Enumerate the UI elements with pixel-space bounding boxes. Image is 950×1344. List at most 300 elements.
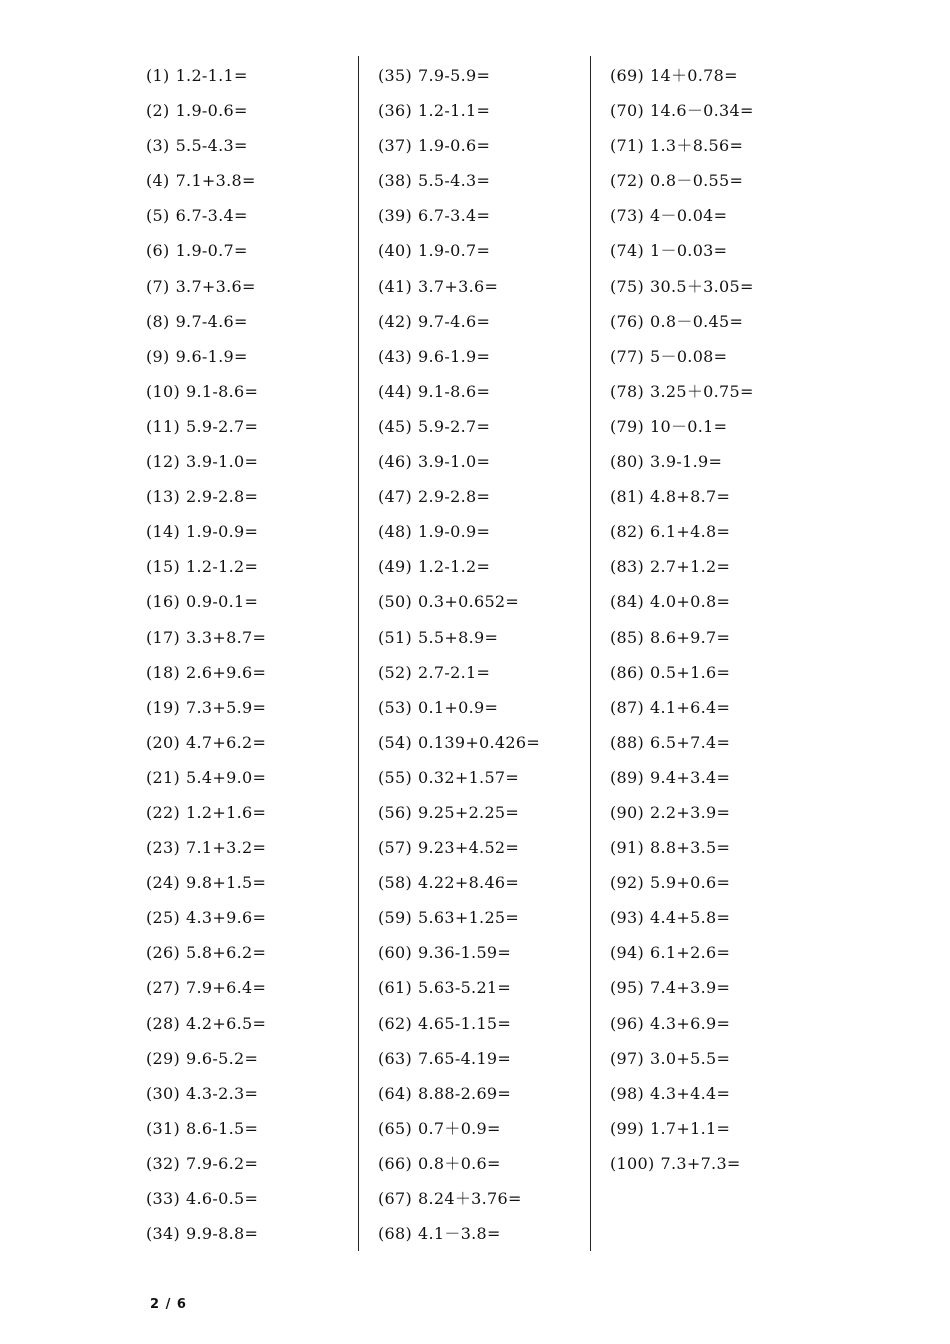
problem-expression: 1.9-0.7= [418, 241, 491, 261]
problem-item [610, 514, 835, 549]
problem-item [378, 304, 603, 339]
column-divider [590, 56, 591, 1251]
problem-expression: 4.3+4.4= [650, 1083, 731, 1103]
problem-number: (55) [378, 767, 413, 787]
problem-number: (47) [378, 487, 413, 507]
problem-number: (24) [146, 873, 181, 893]
problem-number: (76) [610, 311, 645, 331]
problem-number: (8) [146, 311, 170, 331]
problem-item [146, 865, 371, 900]
problem-number: (22) [146, 802, 181, 822]
problem-expression: 10－0.1= [650, 416, 728, 436]
problem-item [146, 690, 371, 725]
problem-expression: 3.0+5.5= [650, 1048, 731, 1068]
problem-number: (4) [146, 171, 170, 191]
problem-number: (23) [146, 838, 181, 858]
problem-number: (63) [378, 1048, 413, 1068]
problem-number: (17) [146, 627, 181, 647]
problem-expression: 7.9-6.2= [186, 1153, 259, 1173]
problem-item [610, 233, 835, 268]
problem-item [610, 690, 835, 725]
problem-number: (31) [146, 1118, 181, 1138]
problem-number: (37) [378, 136, 413, 156]
problem-expression: 9.7-4.6= [418, 311, 491, 331]
problem-expression: 9.4+3.4= [650, 767, 731, 787]
problem-number: (65) [378, 1118, 413, 1138]
problem-item [610, 830, 835, 865]
problem-number: (13) [146, 487, 181, 507]
problem-number: (34) [146, 1224, 181, 1244]
problem-item [146, 1041, 371, 1076]
problem-expression: 6.7-3.4= [175, 206, 248, 226]
problem-column-1 [146, 58, 371, 1251]
problem-item [146, 655, 371, 690]
problem-expression: 3.9-1.9= [650, 452, 723, 472]
problem-expression: 8.8+3.5= [650, 838, 731, 858]
problem-item [378, 479, 603, 514]
problem-expression: 2.9-2.8= [418, 487, 491, 507]
problem-item [610, 1146, 835, 1181]
problem-number: (84) [610, 592, 645, 612]
problem-expression: 4.22+8.46= [418, 873, 520, 893]
problem-expression: 0.8＋0.6= [418, 1153, 501, 1173]
problem-item [378, 339, 603, 374]
problem-number: (15) [146, 557, 181, 577]
problem-number: (27) [146, 978, 181, 998]
problem-number: (29) [146, 1048, 181, 1068]
problem-expression: 14＋0.78= [650, 66, 738, 85]
problem-expression: 7.1+3.2= [186, 838, 267, 858]
problem-number: (99) [610, 1118, 645, 1138]
problem-expression: 9.36-1.59= [418, 943, 512, 963]
problem-item [146, 1006, 371, 1041]
problem-item [378, 514, 603, 549]
problem-item [146, 233, 371, 268]
problem-expression: 4.1－3.8= [418, 1224, 501, 1244]
problem-expression: 4.2+6.5= [186, 1013, 267, 1033]
problem-number: (1) [146, 66, 170, 85]
problem-item [146, 760, 371, 795]
problem-number: (95) [610, 978, 645, 998]
column-divider [358, 56, 359, 1251]
problem-item [610, 1076, 835, 1111]
problem-item [378, 795, 603, 830]
problem-number: (94) [610, 943, 645, 963]
problem-number: (66) [378, 1153, 413, 1173]
problem-item [610, 58, 835, 93]
problem-item [378, 620, 603, 655]
problem-expression: 7.3+7.3= [660, 1153, 741, 1173]
problem-item [146, 444, 371, 479]
problem-number: (90) [610, 802, 645, 822]
problem-item [378, 233, 603, 268]
problem-item [378, 1111, 603, 1146]
problem-number: (5) [146, 206, 170, 226]
problem-expression: 1.9-0.6= [418, 136, 491, 156]
problem-number: (40) [378, 241, 413, 261]
problem-expression: 5.9-2.7= [186, 416, 259, 436]
problem-item [378, 725, 603, 760]
problem-expression: 4.65-1.15= [418, 1013, 512, 1033]
problem-item [378, 760, 603, 795]
problem-item [146, 935, 371, 970]
problem-expression: 5.63+1.25= [418, 908, 520, 928]
problem-item [378, 970, 603, 1005]
problem-item [378, 1216, 603, 1251]
problem-expression: 1.9-0.9= [186, 522, 259, 542]
problem-expression: 0.32+1.57= [418, 767, 520, 787]
problem-item [146, 58, 371, 93]
problem-item [146, 795, 371, 830]
problem-expression: 6.7-3.4= [418, 206, 491, 226]
problem-expression: 1.7+1.1= [650, 1118, 731, 1138]
problem-number: (39) [378, 206, 413, 226]
problem-expression: 4－0.04= [650, 206, 728, 226]
problem-number: (61) [378, 978, 413, 998]
problem-expression: 4.3-2.3= [186, 1083, 259, 1103]
problem-expression: 0.9-0.1= [186, 592, 259, 612]
problem-item [610, 198, 835, 233]
problem-expression: 4.8+8.7= [650, 487, 731, 507]
page-number: 2 / 6 [150, 1297, 187, 1312]
problem-item [610, 900, 835, 935]
problem-number: (69) [610, 66, 645, 85]
problem-number: (75) [610, 276, 645, 296]
problem-item [146, 584, 371, 619]
problem-item [610, 725, 835, 760]
problem-item [146, 725, 371, 760]
problem-number: (92) [610, 873, 645, 893]
problem-expression: 8.6+9.7= [650, 627, 731, 647]
problem-column-3 [610, 58, 835, 1181]
problem-expression: 30.5＋3.05= [650, 276, 754, 296]
problem-expression: 8.24＋3.76= [418, 1189, 522, 1208]
problem-expression: 4.3+6.9= [650, 1013, 731, 1033]
problem-expression: 3.9-1.0= [186, 452, 259, 472]
problem-number: (45) [378, 416, 413, 436]
problem-expression: 5－0.08= [650, 346, 728, 366]
problem-number: (64) [378, 1083, 413, 1103]
problem-expression: 7.65-4.19= [418, 1048, 512, 1068]
problem-item [378, 269, 603, 304]
problem-number: (97) [610, 1048, 645, 1068]
problem-number: (14) [146, 522, 181, 542]
problem-expression: 5.4+9.0= [186, 767, 267, 787]
problem-number: (6) [146, 241, 170, 261]
problem-item [378, 93, 603, 128]
problem-number: (32) [146, 1153, 181, 1173]
problem-expression: 6.1+4.8= [650, 522, 731, 542]
problem-expression: 1－0.03= [650, 241, 728, 261]
problem-expression: 7.3+5.9= [186, 697, 267, 717]
problem-number: (79) [610, 416, 645, 436]
problem-expression: 8.6-1.5= [186, 1118, 259, 1138]
problem-item [610, 374, 835, 409]
problem-number: (57) [378, 838, 413, 858]
problem-number: (70) [610, 101, 645, 121]
problem-expression: 0.7＋0.9= [418, 1118, 501, 1138]
problem-number: (91) [610, 838, 645, 858]
problem-number: (12) [146, 452, 181, 472]
problem-item [146, 198, 371, 233]
problem-item [146, 549, 371, 584]
problem-item [610, 479, 835, 514]
problem-expression: 4.3+9.6= [186, 908, 267, 928]
problem-expression: 5.63-5.21= [418, 978, 512, 998]
problem-expression: 2.7+1.2= [650, 557, 731, 577]
problem-item [610, 93, 835, 128]
problem-expression: 0.1+0.9= [418, 697, 499, 717]
problem-number: (48) [378, 522, 413, 542]
problem-number: (83) [610, 557, 645, 577]
problem-expression: 0.5+1.6= [650, 662, 731, 682]
problem-expression: 9.23+4.52= [418, 838, 520, 858]
problem-item [146, 1111, 371, 1146]
problem-item [378, 409, 603, 444]
problem-number: (46) [378, 452, 413, 472]
problem-expression: 5.9-2.7= [418, 416, 491, 436]
problem-expression: 1.3＋8.56= [650, 136, 744, 156]
problem-expression: 3.7+3.6= [175, 276, 256, 296]
problem-number: (35) [378, 66, 413, 85]
problem-expression: 9.1-8.6= [186, 381, 259, 401]
problem-item [610, 865, 835, 900]
problem-number: (54) [378, 732, 413, 752]
problem-number: (25) [146, 908, 181, 928]
problem-item [610, 1111, 835, 1146]
problem-item [610, 339, 835, 374]
problem-expression: 2.6+9.6= [186, 662, 267, 682]
problem-item [610, 409, 835, 444]
problem-number: (21) [146, 767, 181, 787]
problem-expression: 4.1+6.4= [650, 697, 731, 717]
problem-item [146, 1146, 371, 1181]
problem-expression: 0.3+0.652= [418, 592, 520, 612]
problem-item [146, 620, 371, 655]
problem-number: (98) [610, 1083, 645, 1103]
problem-item [610, 795, 835, 830]
problem-item [378, 374, 603, 409]
problem-item [610, 655, 835, 690]
problem-number: (89) [610, 767, 645, 787]
problem-item [146, 374, 371, 409]
problem-item [378, 1181, 603, 1216]
problem-expression: 2.2+3.9= [650, 802, 731, 822]
problem-item [146, 1216, 371, 1251]
problem-expression: 9.1-8.6= [418, 381, 491, 401]
problem-item [610, 760, 835, 795]
problem-number: (18) [146, 662, 181, 682]
problem-item [378, 198, 603, 233]
problem-expression: 3.9-1.0= [418, 452, 491, 472]
problem-expression: 9.25+2.25= [418, 802, 520, 822]
problem-expression: 7.9-5.9= [418, 66, 491, 85]
problem-number: (71) [610, 136, 645, 156]
problem-item [610, 269, 835, 304]
problem-expression: 0.8－0.45= [650, 311, 744, 331]
problem-item [378, 830, 603, 865]
problem-item [610, 444, 835, 479]
problem-number: (30) [146, 1083, 181, 1103]
problem-number: (44) [378, 381, 413, 401]
problem-number: (85) [610, 627, 645, 647]
problem-item [146, 163, 371, 198]
problem-item [146, 830, 371, 865]
problem-item [146, 970, 371, 1005]
problem-number: (82) [610, 522, 645, 542]
problem-expression: 7.4+3.9= [650, 978, 731, 998]
problem-number: (56) [378, 802, 413, 822]
problem-number: (60) [378, 943, 413, 963]
problem-item [610, 620, 835, 655]
problem-item [146, 1076, 371, 1111]
problem-expression: 5.5-4.3= [418, 171, 491, 191]
problem-number: (51) [378, 627, 413, 647]
problem-item [378, 865, 603, 900]
problem-number: (73) [610, 206, 645, 226]
problem-number: (52) [378, 662, 413, 682]
problem-item [378, 900, 603, 935]
problem-item [378, 655, 603, 690]
problem-item [146, 900, 371, 935]
problem-expression: 6.5+7.4= [650, 732, 731, 752]
problem-number: (2) [146, 101, 170, 121]
problem-expression: 4.4+5.8= [650, 908, 731, 928]
problem-item [378, 1041, 603, 1076]
problem-item [610, 163, 835, 198]
problem-expression: 1.2+1.6= [186, 802, 267, 822]
problem-item [610, 584, 835, 619]
problem-expression: 3.3+8.7= [186, 627, 267, 647]
problem-item [378, 444, 603, 479]
problem-number: (26) [146, 943, 181, 963]
problem-expression: 9.6-1.9= [418, 346, 491, 366]
problem-expression: 8.88-2.69= [418, 1083, 512, 1103]
problem-number: (58) [378, 873, 413, 893]
problem-number: (19) [146, 697, 181, 717]
problem-expression: 2.9-2.8= [186, 487, 259, 507]
problem-expression: 1.2-1.2= [418, 557, 491, 577]
problem-expression: 5.9+0.6= [650, 873, 731, 893]
problem-item [378, 128, 603, 163]
problem-item [378, 58, 603, 93]
problem-expression: 1.9-0.6= [175, 101, 248, 121]
problem-number: (74) [610, 241, 645, 261]
problem-item [378, 1006, 603, 1041]
problem-number: (88) [610, 732, 645, 752]
problem-number: (3) [146, 136, 170, 156]
problem-expression: 0.139+0.426= [418, 732, 541, 752]
problem-item [146, 93, 371, 128]
problem-number: (42) [378, 311, 413, 331]
problem-number: (53) [378, 697, 413, 717]
problem-number: (100) [610, 1153, 655, 1173]
problem-expression: 1.2-1.1= [418, 101, 491, 121]
problem-expression: 1.9-0.7= [175, 241, 248, 261]
problem-item [146, 479, 371, 514]
problem-item [378, 584, 603, 619]
problem-number: (96) [610, 1013, 645, 1033]
problem-expression: 3.25＋0.75= [650, 381, 754, 401]
problem-expression: 0.8－0.55= [650, 171, 744, 191]
problem-expression: 4.0+0.8= [650, 592, 731, 612]
problem-number: (80) [610, 452, 645, 472]
problem-expression: 4.6-0.5= [186, 1189, 259, 1208]
problem-column-2 [378, 58, 603, 1251]
problem-expression: 5.5-4.3= [175, 136, 248, 156]
problem-item [146, 339, 371, 374]
problem-expression: 5.5+8.9= [418, 627, 499, 647]
problem-item [610, 1041, 835, 1076]
problem-number: (81) [610, 487, 645, 507]
problem-expression: 3.7+3.6= [418, 276, 499, 296]
problem-number: (87) [610, 697, 645, 717]
problem-expression: 7.1+3.8= [175, 171, 256, 191]
problem-item [146, 304, 371, 339]
problem-expression: 6.1+2.6= [650, 943, 731, 963]
problem-number: (41) [378, 276, 413, 296]
problem-number: (33) [146, 1189, 181, 1208]
problem-number: (67) [378, 1189, 413, 1208]
problem-item [146, 1181, 371, 1216]
problem-number: (93) [610, 908, 645, 928]
problem-expression: 7.9+6.4= [186, 978, 267, 998]
problem-item [378, 163, 603, 198]
problem-item [378, 690, 603, 725]
problem-expression: 1.9-0.9= [418, 522, 491, 542]
problem-number: (86) [610, 662, 645, 682]
problem-number: (38) [378, 171, 413, 191]
problem-number: (7) [146, 276, 170, 296]
problem-number: (10) [146, 381, 181, 401]
problem-expression: 14.6－0.34= [650, 101, 754, 121]
problem-expression: 1.2-1.2= [186, 557, 259, 577]
problem-expression: 9.7-4.6= [175, 311, 248, 331]
problem-item [610, 128, 835, 163]
problem-number: (9) [146, 346, 170, 366]
problem-number: (68) [378, 1224, 413, 1244]
problem-item [378, 549, 603, 584]
problem-expression: 9.6-5.2= [186, 1048, 259, 1068]
problem-item [610, 549, 835, 584]
problem-number: (20) [146, 732, 181, 752]
problem-number: (78) [610, 381, 645, 401]
problem-number: (11) [146, 416, 181, 436]
problem-number: (43) [378, 346, 413, 366]
problem-number: (49) [378, 557, 413, 577]
problem-expression: 4.7+6.2= [186, 732, 267, 752]
problem-number: (77) [610, 346, 645, 366]
problem-item [146, 409, 371, 444]
problem-expression: 9.6-1.9= [175, 346, 248, 366]
problem-expression: 2.7-2.1= [418, 662, 491, 682]
problem-number: (28) [146, 1013, 181, 1033]
problem-expression: 5.8+6.2= [186, 943, 267, 963]
problem-item [610, 1006, 835, 1041]
problem-item [146, 514, 371, 549]
problem-item [146, 128, 371, 163]
problem-item [378, 1076, 603, 1111]
problem-number: (62) [378, 1013, 413, 1033]
problem-number: (72) [610, 171, 645, 191]
problem-expression: 1.2-1.1= [175, 66, 248, 85]
problem-item [146, 269, 371, 304]
problem-item [610, 304, 835, 339]
problem-item [378, 1146, 603, 1181]
problem-item [378, 935, 603, 970]
problem-item [610, 970, 835, 1005]
problem-number: (16) [146, 592, 181, 612]
